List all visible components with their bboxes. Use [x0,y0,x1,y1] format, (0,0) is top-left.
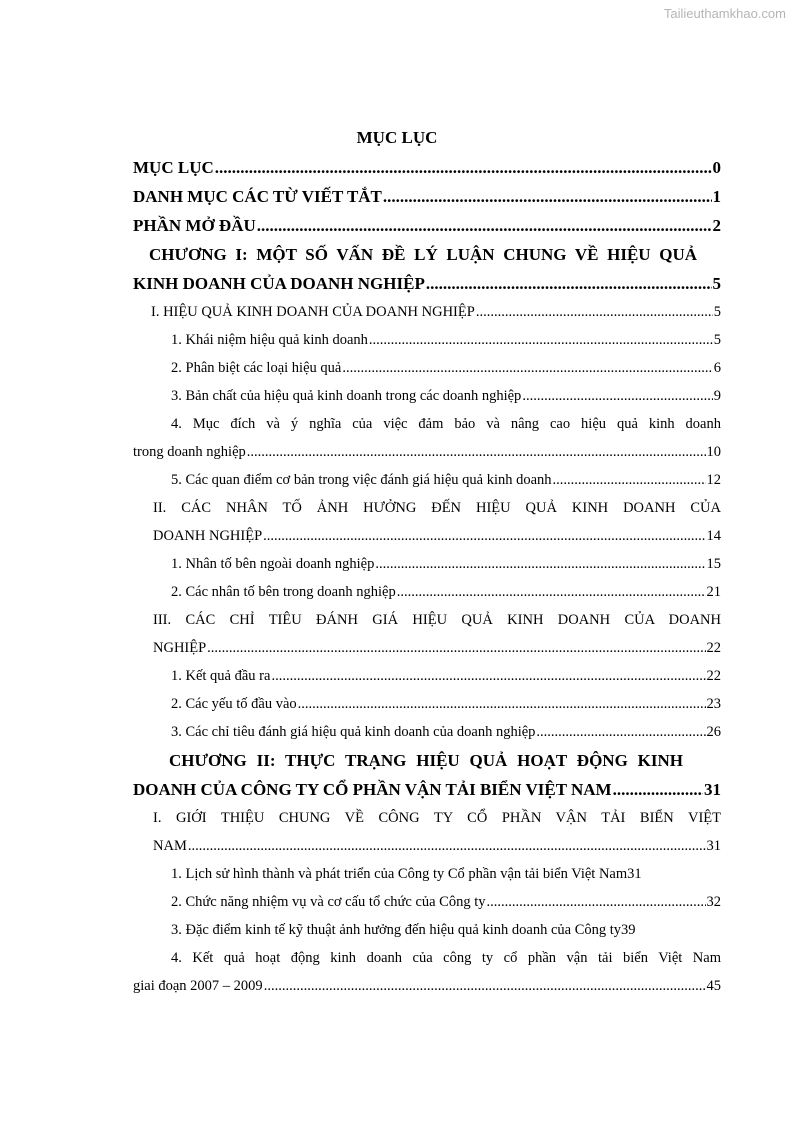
toc-page-number: 14 [706,528,721,544]
toc-page-number: 0 [712,158,721,177]
leader-dots [207,634,705,662]
leader-dots [397,578,706,606]
toc-page-number: 22 [706,668,721,684]
toc-entry[interactable] [133,298,721,326]
toc-page-number: 15 [706,556,721,572]
toc-entry[interactable] [133,550,721,578]
toc-entry-text: NGHIỆP [153,640,207,656]
leader-dots [264,972,706,1000]
watermark: Tailieuthamkhao.com [663,6,786,21]
leader-dots [298,690,706,718]
leader-dots [247,438,706,466]
leader-dots [375,550,705,578]
toc-entry-text: I. HIỆU QUẢ KINH DOANH CỦA DOANH NGHIỆP [151,304,475,320]
toc-page-number: 45 [706,978,721,994]
toc-entry[interactable] [133,354,721,382]
toc-entry[interactable] [133,634,721,662]
leader-dots [522,382,712,410]
toc-entry-line[interactable]: 4. Kết quả hoạt động kinh doanh của công ty cổ phần vận tải biển Việt Nam [171,950,721,966]
toc-page-number: 5 [713,304,721,320]
leader-dots [383,182,712,211]
toc-page-number: 5 [712,274,721,293]
toc-entry-text: DANH MỤC CÁC TỪ VIẾT TẮT [133,187,382,206]
toc-page-number: 5 [713,332,721,348]
toc-entry[interactable] [133,775,721,804]
leader-dots [613,775,703,804]
leader-dots [342,354,712,382]
leader-dots [215,153,712,182]
toc-page-number: 6 [713,360,721,376]
toc-entry[interactable] [133,888,721,916]
toc-entry[interactable] [133,269,721,298]
toc-entry[interactable] [133,690,721,718]
toc-entry-line[interactable]: I. GIỚI THIỆU CHUNG VỀ CÔNG TY CỔ PHẦN VẬN TẢI BIỂN VIỆT [153,810,721,826]
toc-entry-text: 5. Các quan điểm cơ bản trong việc đánh giá hiệu quả kinh doanh [171,472,552,488]
toc-entry[interactable] [133,182,721,211]
toc-page-number: 10 [706,444,721,460]
toc-entry[interactable] [133,662,721,690]
toc-entry-text: 2. Phân biệt các loại hiệu quả [171,360,342,376]
toc-entry-text: 1. Nhân tố bên ngoài doanh nghiệp [171,556,375,572]
toc-entry[interactable] [133,832,721,860]
toc-entry-line[interactable]: II. CÁC NHÂN TỐ ẢNH HƯỞNG ĐẾN HIỆU QUẢ KINH DOANH CỦA [153,500,721,516]
toc-entry[interactable] [133,466,721,494]
toc-entry-text: DOANH CỦA CÔNG TY CỔ PHẦN VẬN TẢI BIỂN VIỆT NAM [133,780,612,799]
toc-page-number: 1 [712,187,721,206]
toc-page-number: 22 [706,640,721,656]
leader-dots [487,888,706,916]
toc-page-number: 21 [706,584,721,600]
toc-entry-text: 2. Các yếu tố đầu vào [171,696,297,712]
toc-entry[interactable]: 1. Lịch sử hình thành và phát triển của Công ty Cổ phần vận tải biển Việt Nam31 [171,866,642,882]
leader-dots [188,832,706,860]
toc-entry[interactable] [133,382,721,410]
toc-page-number: 23 [706,696,721,712]
toc-entry-text: 2. Chức năng nhiệm vụ và cơ cấu tổ chức của Công ty [171,894,486,910]
toc-entry[interactable] [133,326,721,354]
table-of-contents [133,153,721,1000]
toc-entry-line[interactable]: 4. Mục đích và ý nghĩa của việc đảm bảo và nâng cao hiệu quả kinh doanh [171,416,721,432]
toc-entry-text: 1. Kết quả đầu ra [171,668,271,684]
toc-entry-text: giai đoạn 2007 – 2009 [133,978,263,994]
toc-entry-text: PHẦN MỞ ĐẦU [133,216,256,235]
toc-page-number: 2 [712,216,721,235]
toc-entry-line[interactable]: III. CÁC CHỈ TIÊU ĐÁNH GIÁ HIỆU QUẢ KINH DOANH CỦA DOANH [153,612,721,628]
toc-entry[interactable] [133,578,721,606]
toc-page-number: 32 [706,894,721,910]
leader-dots [426,269,712,298]
leader-dots [257,211,712,240]
chapter-heading-line[interactable]: CHƯƠNG I: MỘT SỐ VẤN ĐỀ LÝ LUẬN CHUNG VỀ HIỆU QUẢ [149,245,697,264]
toc-entry[interactable] [133,153,721,182]
leader-dots [369,326,713,354]
chapter-heading-line[interactable]: CHƯƠNG II: THỰC TRẠNG HIỆU QUẢ HOẠT ĐỘNG KINH [169,751,683,770]
toc-title: MỤC LỤC [356,128,438,147]
toc-entry-text: 3. Bản chất của hiệu quả kinh doanh trong các doanh nghiệp [171,388,522,404]
toc-page-number: 31 [706,838,721,854]
toc-entry-text: trong doanh nghiệp [133,444,246,460]
toc-entry[interactable] [133,522,721,550]
toc-entry-text: 2. Các nhân tố bên trong doanh nghiệp [171,584,396,600]
toc-entry[interactable]: 3. Đặc điểm kinh tế kỹ thuật ảnh hưởng đến hiệu quả kinh doanh của Công ty39 [171,922,636,938]
toc-entry[interactable] [133,211,721,240]
leader-dots [536,718,705,746]
toc-entry-text: DOANH NGHIỆP [153,528,263,544]
toc-entry-text: 3. Các chỉ tiêu đánh giá hiệu quả kinh doanh của doanh nghiệp [171,724,536,740]
toc-page-number: 31 [704,780,721,799]
toc-entry-text: 1. Khái niệm hiệu quả kinh doanh [171,332,368,348]
leader-dots [271,662,705,690]
toc-entry-text: MỤC LỤC [133,158,214,177]
toc-entry[interactable] [133,718,721,746]
leader-dots [553,466,706,494]
toc-page-number: 9 [713,388,721,404]
leader-dots [263,522,705,550]
toc-entry[interactable] [133,972,721,1000]
toc-entry-text: KINH DOANH CỦA DOANH NGHIỆP [133,274,425,293]
leader-dots [476,298,713,326]
toc-entry[interactable] [133,438,721,466]
toc-page-number: 12 [706,472,721,488]
toc-page-number: 26 [706,724,721,740]
toc-entry-text: NAM [153,838,187,854]
